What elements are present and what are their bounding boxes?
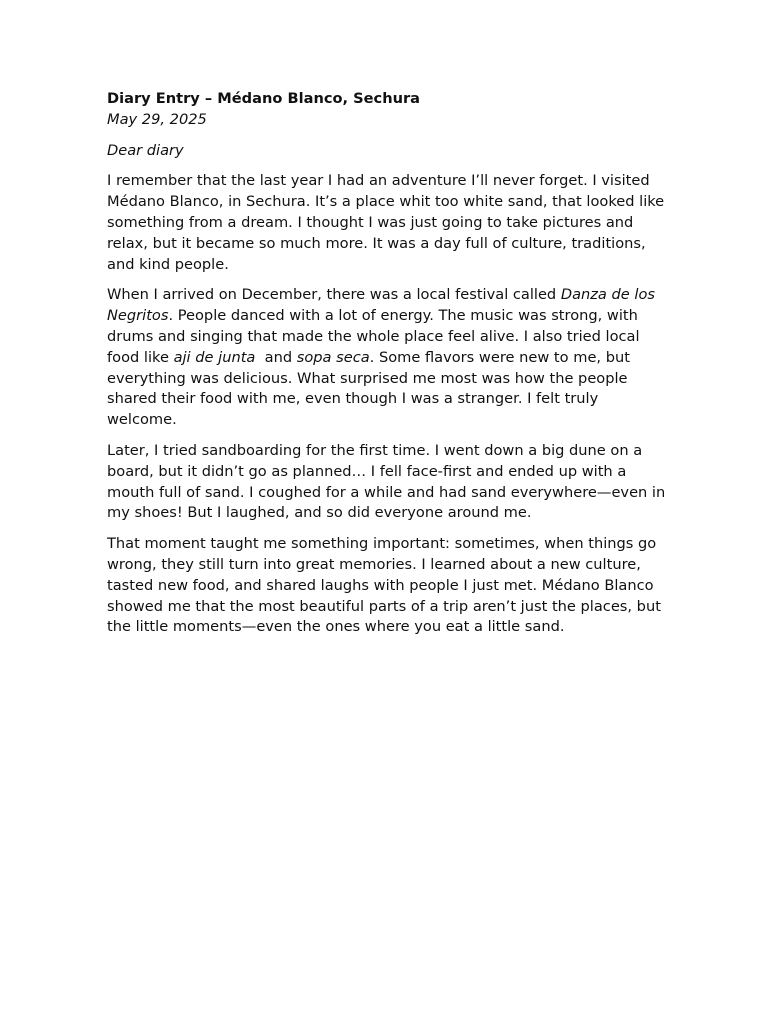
festival-name: Danza de los Negritos bbox=[107, 286, 655, 325]
diary-salutation: Dear diary bbox=[107, 141, 184, 159]
paragraph-1: I remember that the last year I had an adventure I’ll never forget. I visited Médano Blanco, in Sechura. It’s a place whit too white sand, that looked like something from a dream. I thought I was just going to take pictures and relax, but it became so much more. It was a day full of culture, traditions, and kind people. bbox=[107, 172, 665, 273]
paragraph-3: Later, I tried sandboarding for the first time. I went down a big dune on a board, but it didn’t go as planned… I fell face-first and ended up with a mouth full of sand. I coughed for a while and had sand everywhere—even in my shoes! But I laughed, and so did everyone around me. bbox=[107, 441, 666, 522]
paragraph-2-text: When I arrived on December, there was a local festival called bbox=[107, 286, 561, 304]
food-name: sopa seca bbox=[296, 348, 370, 366]
paragraph-2 bbox=[107, 285, 667, 431]
paragraph-2-text: and bbox=[255, 348, 297, 366]
paragraph-4: That moment taught me something important: sometimes, when things go wrong, they still turn into great memories. I learned about a new culture, tasted new food, and shared laughs with people I just met. Médano Blanco showed me that the most beautiful parts of a trip aren’t just the places, but the little moments—even the ones where you eat a little sand. bbox=[107, 535, 661, 636]
paragraph-2-text: . People danced with a lot of energy. The music was strong, with drums and singing that made the whole place feel alive. I also tried local food like bbox=[107, 307, 640, 366]
diary-page bbox=[107, 89, 667, 648]
diary-title: Diary Entry – Médano Blanco, Sechura bbox=[107, 90, 421, 107]
food-name: aji de junta bbox=[173, 348, 256, 366]
diary-date: May 29, 2025 bbox=[107, 110, 207, 128]
paragraph-2-text: . Some flavors were new to me, but everything was delicious. What surprised me most was how the people shared their food with me, even though I was a stranger. I felt truly welcome. bbox=[107, 348, 630, 429]
